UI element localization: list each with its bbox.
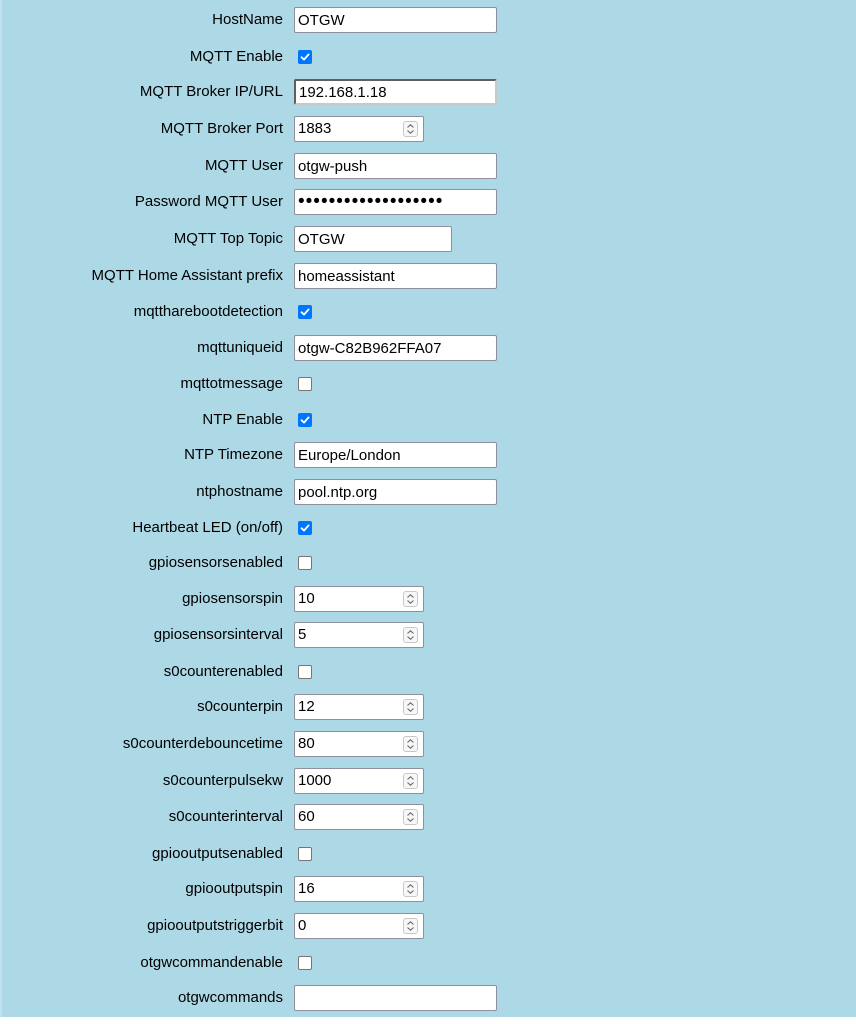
setting-row-gpio-sensors-enabled bbox=[2, 549, 856, 577]
setting-row-s0-counter-enabled bbox=[2, 658, 856, 686]
setting-row-mqtt-port bbox=[2, 115, 856, 143]
s0-counter-pin-value: 12 bbox=[298, 698, 315, 715]
mqtt-unique-id-label: mqttuniqueid bbox=[197, 339, 283, 356]
s0-counter-interval-input[interactable] bbox=[294, 804, 424, 830]
ntp-timezone-label: NTP Timezone bbox=[184, 446, 283, 463]
gpio-sensors-interval-label: gpiosensorsinterval bbox=[153, 626, 283, 643]
gpio-sensors-enabled-label: gpiosensorsenabled bbox=[148, 554, 283, 571]
setting-row-s0-counter-interval bbox=[2, 803, 856, 831]
mqtt-user-input[interactable] bbox=[294, 153, 497, 179]
setting-row-s0-counter-debounce bbox=[2, 730, 856, 758]
setting-row-otgw-command-enable bbox=[2, 949, 856, 977]
setting-row-hostname bbox=[2, 6, 856, 34]
ntp-hostname-input[interactable] bbox=[294, 479, 497, 505]
gpio-sensors-enabled-checkbox[interactable] bbox=[298, 556, 312, 570]
mqtt-port-value: 1883 bbox=[298, 120, 332, 137]
mqtt-enable-checkbox[interactable] bbox=[298, 50, 312, 64]
spinner-up-down-icon[interactable] bbox=[403, 627, 418, 643]
setting-row-mqtt-ha-reboot bbox=[2, 298, 856, 326]
setting-row-mqtt-password bbox=[2, 188, 856, 216]
setting-row-mqtt-ha-prefix bbox=[2, 262, 856, 290]
gpio-outputs-pin-label: gpiooutputspin bbox=[185, 880, 283, 897]
mqtt-ha-reboot-checkbox[interactable] bbox=[298, 305, 312, 319]
checkmark-icon bbox=[300, 523, 310, 533]
s0-counter-interval-value: 60 bbox=[298, 808, 315, 825]
spinner-up-down-icon[interactable] bbox=[403, 699, 418, 715]
spinner-up-down-icon[interactable] bbox=[403, 809, 418, 825]
mqtt-top-topic-input[interactable] bbox=[294, 226, 452, 252]
spinner-up-down-icon[interactable] bbox=[403, 591, 418, 607]
ntp-enable-label: NTP Enable bbox=[202, 411, 283, 428]
gpio-sensors-interval-input[interactable] bbox=[294, 622, 424, 648]
gpio-outputs-pin-input[interactable] bbox=[294, 876, 424, 902]
setting-row-s0-counter-pin bbox=[2, 693, 856, 721]
setting-row-mqtt-broker bbox=[2, 78, 856, 106]
setting-row-ntp-hostname bbox=[2, 478, 856, 506]
mqtt-ot-message-label: mqttotmessage bbox=[180, 375, 283, 392]
gpio-outputs-pin-value: 16 bbox=[298, 880, 315, 897]
s0-counter-debounce-input[interactable] bbox=[294, 731, 424, 757]
mqtt-ha-prefix-label: MQTT Home Assistant prefix bbox=[91, 267, 283, 284]
gpio-outputs-enabled-checkbox[interactable] bbox=[298, 847, 312, 861]
mqtt-port-input[interactable] bbox=[294, 116, 424, 142]
gpio-sensors-pin-input[interactable] bbox=[294, 586, 424, 612]
ntp-timezone-input[interactable] bbox=[294, 442, 497, 468]
mqtt-unique-id-input[interactable] bbox=[294, 335, 497, 361]
s0-counter-pin-label: s0counterpin bbox=[197, 698, 283, 715]
gpio-sensors-pin-value: 10 bbox=[298, 590, 315, 607]
mqtt-broker-input[interactable] bbox=[294, 79, 497, 105]
spinner-up-down-icon[interactable] bbox=[403, 121, 418, 137]
mqtt-top-topic-label: MQTT Top Topic bbox=[173, 230, 283, 247]
spinner-up-down-icon[interactable] bbox=[403, 773, 418, 789]
s0-counter-debounce-value: 80 bbox=[298, 735, 315, 752]
s0-counter-pulse-kw-value: 1000 bbox=[298, 772, 332, 789]
setting-row-gpio-sensors-pin bbox=[2, 585, 856, 613]
checkmark-icon bbox=[300, 307, 310, 317]
setting-row-mqtt-user bbox=[2, 152, 856, 180]
setting-row-gpio-outputs-pin bbox=[2, 875, 856, 903]
setting-row-s0-counter-pulse-kw bbox=[2, 767, 856, 795]
otgw-commands-label: otgwcommands bbox=[177, 989, 283, 1006]
gpio-sensors-interval-value: 5 bbox=[298, 626, 307, 643]
s0-counter-pulse-kw-label: s0counterpulsekw bbox=[162, 772, 283, 789]
mqtt-user-label: MQTT User bbox=[204, 157, 283, 174]
ntp-enable-checkbox[interactable] bbox=[298, 413, 312, 427]
spinner-up-down-icon[interactable] bbox=[403, 918, 418, 934]
hostname-label: HostName bbox=[212, 11, 283, 28]
setting-row-gpio-outputs-enabled bbox=[2, 840, 856, 868]
s0-counter-pin-input[interactable] bbox=[294, 694, 424, 720]
otgw-command-enable-checkbox[interactable] bbox=[298, 956, 312, 970]
setting-row-mqtt-top-topic bbox=[2, 225, 856, 253]
spinner-up-down-icon[interactable] bbox=[403, 881, 418, 897]
checkmark-icon bbox=[300, 415, 310, 425]
setting-row-gpio-sensors-interval bbox=[2, 621, 856, 649]
gpio-outputs-trigger-bit-input[interactable] bbox=[294, 913, 424, 939]
hostname-input[interactable] bbox=[294, 7, 497, 33]
mqtt-broker-label: MQTT Broker IP/URL bbox=[139, 83, 283, 100]
gpio-sensors-pin-label: gpiosensorspin bbox=[182, 590, 283, 607]
otgw-commands-input[interactable] bbox=[294, 985, 497, 1011]
s0-counter-debounce-label: s0counterdebouncetime bbox=[122, 735, 283, 752]
gpio-outputs-trigger-bit-label: gpiooutputstriggerbit bbox=[147, 917, 283, 934]
mqtt-ha-prefix-input[interactable] bbox=[294, 263, 497, 289]
setting-row-mqtt-unique-id bbox=[2, 334, 856, 362]
setting-row-ntp-enable bbox=[2, 406, 856, 434]
s0-counter-enabled-checkbox[interactable] bbox=[298, 665, 312, 679]
checkmark-icon bbox=[300, 52, 310, 62]
mqtt-ot-message-checkbox[interactable] bbox=[298, 377, 312, 391]
heartbeat-led-checkbox[interactable] bbox=[298, 521, 312, 535]
setting-row-ntp-timezone bbox=[2, 441, 856, 469]
otgw-command-enable-label: otgwcommandenable bbox=[140, 954, 283, 971]
setting-row-heartbeat-led bbox=[2, 514, 856, 542]
heartbeat-led-label: Heartbeat LED (on/off) bbox=[132, 519, 283, 536]
setting-row-otgw-commands bbox=[2, 984, 856, 1012]
s0-counter-enabled-label: s0counterenabled bbox=[163, 663, 283, 680]
setting-row-mqtt-ot-message bbox=[2, 370, 856, 398]
setting-row-gpio-outputs-trigger-bit bbox=[2, 912, 856, 940]
setting-row-mqtt-enable bbox=[2, 43, 856, 71]
mqtt-password-input[interactable] bbox=[294, 189, 497, 215]
spinner-up-down-icon[interactable] bbox=[403, 736, 418, 752]
mqtt-ha-reboot-label: mqttharebootdetection bbox=[133, 303, 283, 320]
gpio-outputs-trigger-bit-value: 0 bbox=[298, 917, 307, 934]
mqtt-enable-label: MQTT Enable bbox=[189, 48, 283, 65]
gpio-outputs-enabled-label: gpiooutputsenabled bbox=[152, 845, 283, 862]
s0-counter-interval-label: s0counterinterval bbox=[168, 808, 283, 825]
ntp-hostname-label: ntphostname bbox=[196, 483, 283, 500]
mqtt-port-label: MQTT Broker Port bbox=[160, 120, 283, 137]
mqtt-password-label: Password MQTT User bbox=[134, 193, 283, 210]
s0-counter-pulse-kw-input[interactable] bbox=[294, 768, 424, 794]
